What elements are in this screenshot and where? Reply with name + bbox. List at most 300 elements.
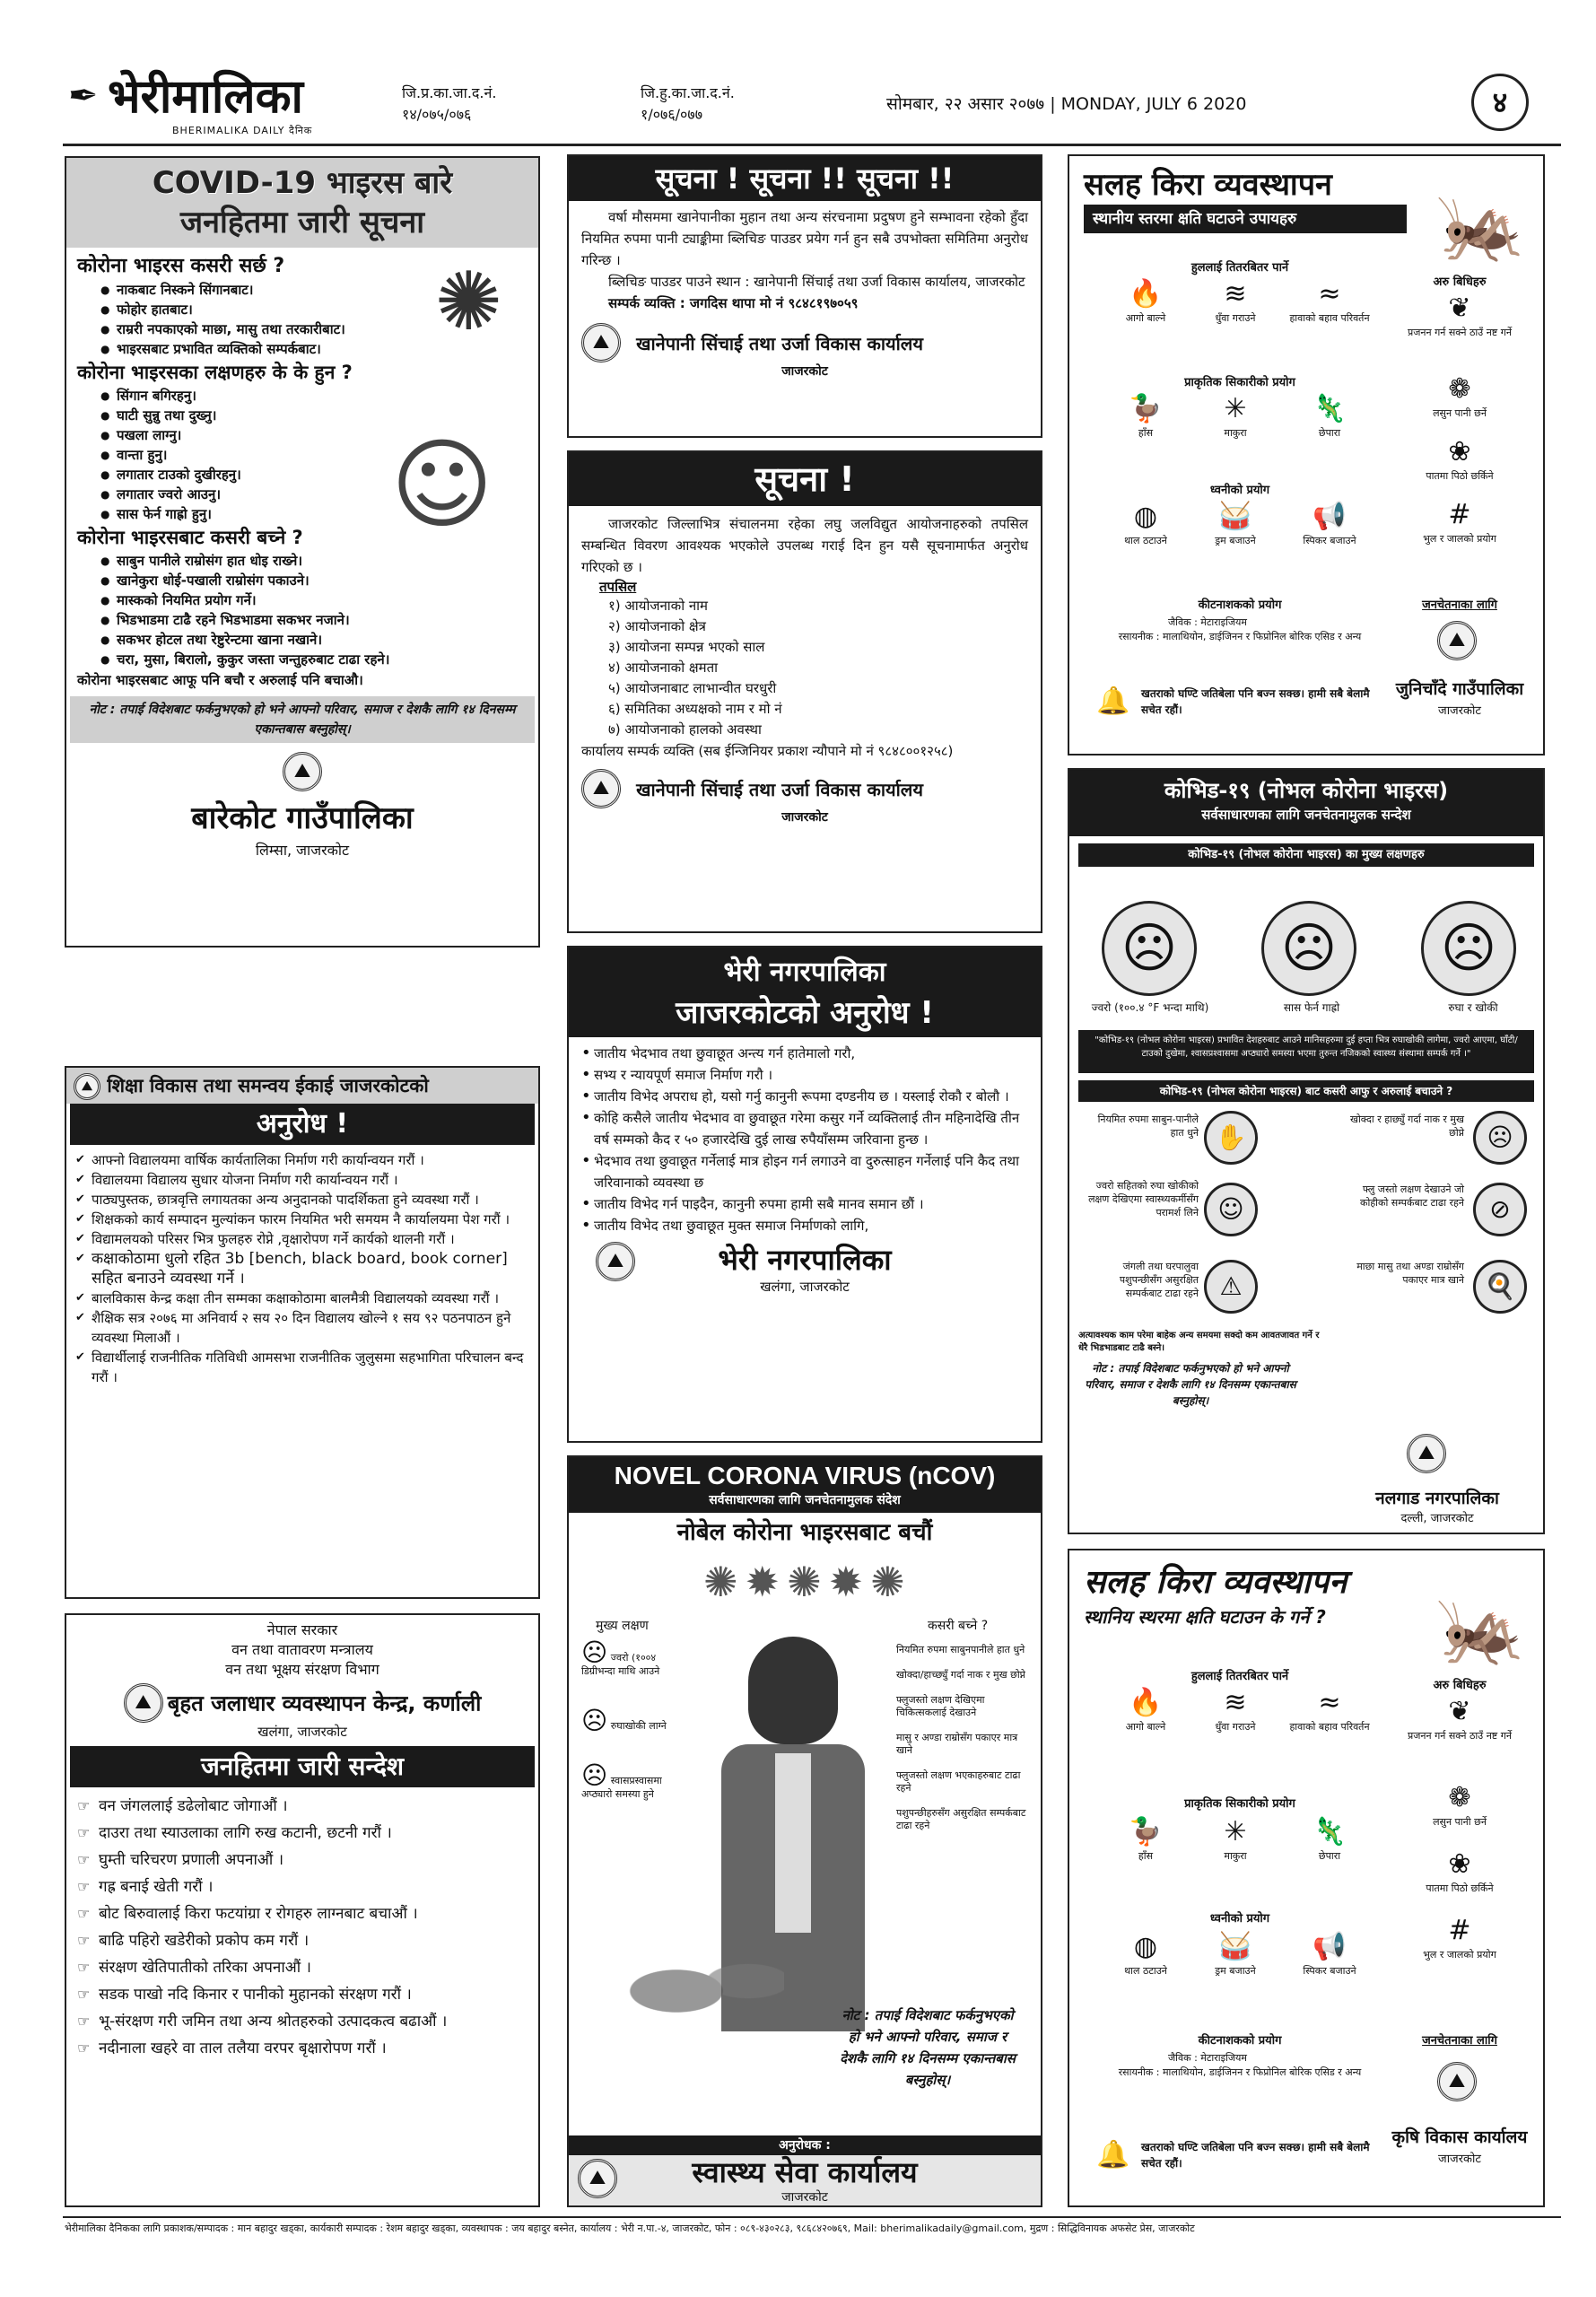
pest-label: लसुन पानी छर्ने xyxy=(1433,407,1487,419)
list-item: ● वान्ता हुनु। xyxy=(95,445,528,465)
list-item: ६) समितिका अध्यक्षको नाम र मो नं xyxy=(608,701,782,717)
list-item: ३) आयोजना सम्पन्न भएको साल xyxy=(608,639,765,655)
notice1-contact: सम्पर्क व्यक्ति : जगदिस थापा मो नं ९८४८१९७०५९ xyxy=(608,295,859,311)
list-item: ● लगातार टाउको दुखीरहनु। xyxy=(95,465,528,485)
pest-label: पातमा पिठो छर्किने xyxy=(1426,470,1494,482)
duck-icon: 🦆 xyxy=(1129,393,1163,424)
symptom-label: ज्वरो (१००.४ °F भन्दा माथि) xyxy=(1091,1001,1209,1014)
reg-number-1 xyxy=(402,83,581,126)
cough-icon: ☹ xyxy=(581,1706,608,1735)
list-item: ● पखला लाग्नु। xyxy=(95,425,528,445)
list-item: ● भाइरसबाट प्रभावित व्यक्तिको सम्पर्कबाट। xyxy=(95,339,528,359)
list-item: ☞ बोट बिरुवालाई किरा फटयांग्रा र रोगहरु लाग्नबाट बचाऔं । xyxy=(75,1900,529,1927)
pest-label: लसुन पानी छर्ने xyxy=(1433,1816,1487,1828)
speaker-icon-block xyxy=(1285,499,1374,547)
education-header xyxy=(66,1068,538,1104)
bheri-title-2: जाजरकोटको अनुरोध ! xyxy=(676,995,934,1031)
pest-chem-synthetic: रसायनीक : मालाथियोन, डाईजिनन र फिप्रोनिल बोरिक एसिड र अन्य xyxy=(1118,631,1362,642)
emblem-icon: ⛰ xyxy=(1407,1434,1446,1473)
list-item: ☞ दाउरा तथा स्याउलाका लागि रुख कटानी, छटनी गरौं । xyxy=(75,1820,529,1847)
list-item: ● लगातार ज्वरो आउनु। xyxy=(95,485,528,504)
list-item: ● सास फेर्न गाह्रो हुनु। xyxy=(95,504,528,524)
covid2-footnote: अत्यावश्यक काम परेमा बाहेक अन्य समयमा सक्दो कम आवतजावत गर्ने र धेरै भिडभाडबाट टाढै बस्ने। xyxy=(1078,1331,1320,1353)
duck-icon-block xyxy=(1105,391,1186,440)
consult-circle xyxy=(1204,1183,1258,1236)
thermometer-face-icon: ☹ xyxy=(1121,917,1178,980)
pest-chem-bio: जैविक : मेटाराइजियम xyxy=(1168,616,1247,628)
emblem-icon: ⛰ xyxy=(283,752,322,791)
list-item: ५) आयोजनाबाट लाभान्वीत घरधुरी xyxy=(608,680,777,696)
notice2-body: जाजरकोट जिल्लाभित्र संचालनमा रहेका लघु जलविद्युत आयोजनाहरुको तपसिल सम्बन्धित विवरण आवश्यक भएकोले उपलब्ध गराई दिन हुन यसै सूचनामार्फत अनुरोध गरिएको छ । xyxy=(581,516,1028,575)
smoke-icon: ≋ xyxy=(1224,1687,1247,1718)
emblem-icon: ⛰ xyxy=(596,1242,635,1281)
prevent-right-item: फ्लु जस्तो लक्षण देखाउने जो कोहीको सम्पर्कबाट टाढा रहने xyxy=(1360,1183,1464,1209)
list-item: ☞ बाढि पहिरो खडेरीको प्रकोप कम गरौं । xyxy=(75,1927,529,1954)
issue-date: सोमबार, २२ असार २०७७ | MONDAY, JULY 6 2020 xyxy=(886,94,1247,114)
cover-cough-circle xyxy=(1473,1111,1527,1165)
list-item: ☞ वन जंगललाई डढेलोबाट जोगाऔं । xyxy=(75,1793,529,1820)
duck-icon: 🦆 xyxy=(1129,1816,1163,1847)
pest-label: थाल ठटाउने xyxy=(1124,1965,1167,1977)
spider-icon-block xyxy=(1195,1814,1276,1863)
covid2-subtitle: सर्वसाधारणका लागि जनचेतनामुलक सन्देश xyxy=(1201,807,1411,823)
masked-man-icon: ☺ xyxy=(390,427,493,542)
list-item: २) आयोजनाको क्षेत्र xyxy=(608,618,706,634)
pest-label: प्रजनन गर्न सक्ने ठाउँ नष्ट गर्ने xyxy=(1407,327,1513,338)
list-item: • सभ्य र न्यायपूर्ण समाज निर्माण गरौ । xyxy=(580,1064,1030,1086)
net-icon-block xyxy=(1401,497,1518,546)
pest-label: पातमा पिठो छर्किने xyxy=(1426,1882,1494,1894)
doctor-icon: ☺ xyxy=(1217,1194,1244,1224)
masthead-logo xyxy=(65,70,334,138)
fever-icon: ☹ xyxy=(581,1638,608,1667)
pest-label: छेपारा xyxy=(1318,427,1341,439)
pest-section-pesticide: कीटनाशकको प्रयोग xyxy=(1198,598,1282,612)
list-item: ☞ घुम्ती चरिचरण प्रणाली अपनाऔं । xyxy=(75,1847,529,1873)
education-list xyxy=(66,1145,538,1393)
list-item: ✔ विद्यार्थीलाई राजनीतिक गतिविधी आमसभा राजनीतिक जुलुसमा सहभागिता परिचालन बन्द गरौं । xyxy=(74,1348,531,1387)
lizard-icon-block xyxy=(1285,1814,1374,1863)
flour-icon-block xyxy=(1401,1847,1518,1895)
plate-icon: ◍ xyxy=(1133,1931,1158,1962)
ncov-addr: जाजरकोट xyxy=(781,2190,828,2205)
covid2-addr: दल्ली, जाजरकोट xyxy=(1400,1512,1474,1525)
list-item: ● साबुन पानीले राम्रोसंग हात धोइ राख्ने। xyxy=(95,551,528,571)
emblem-icon: ⛰ xyxy=(581,323,621,362)
pest-label: माकुरा xyxy=(1224,1850,1247,1862)
fire-icon-block xyxy=(1105,276,1186,325)
watershed-list xyxy=(66,1791,538,2064)
list-item: ☞ भू-संरक्षण गरी जमिन तथा अन्य श्रोतहरुको उत्पादकत्व बढाऔं । xyxy=(75,2008,529,2035)
symptom-list xyxy=(77,386,528,524)
prevent-right-item: माछा मासु तथा अण्डा राम्रोसँग पकाएर मात्र खाने xyxy=(1356,1261,1464,1286)
smoke-icon-block xyxy=(1195,276,1276,325)
prevent-list xyxy=(77,551,528,669)
pest2-org: कृषि विकास कार्यालय xyxy=(1391,2127,1528,2147)
bheri-list xyxy=(569,1037,1041,1242)
list-item: मासु र अण्डा राम्रोसँग पकाएर मात्र खाने xyxy=(896,1732,1018,1756)
notice2-org: खानेपानी सिंचाई तथा उर्जा विकास कार्यालय xyxy=(636,778,923,800)
notice1-location: ब्लिचिङ पाउडर पाउने स्थान : खानेपानी सिंचाई तथा उर्जा विकास कार्यालय, जाजरकोट xyxy=(608,274,1025,290)
watershed-addr: खलंगा, जाजरकोट xyxy=(257,1724,347,1740)
virus-cluster-icon: ✺✹✺✹✺ xyxy=(703,1558,912,1606)
prevent-left-item: जंगली तथा घरपालुवा पशुपन्छीसँग असुरक्षित सम्पर्कबाट टाढा रहने xyxy=(1119,1261,1199,1299)
logo-sub: BHERIMALIKA DAILY दैनिक xyxy=(172,125,313,136)
pest-label: हावाको बहाव परिवर्तन xyxy=(1289,1721,1370,1733)
lizard-icon: 🦎 xyxy=(1313,1816,1347,1847)
covid-closing: कोरोना भाइरसबाट आफू पनि बचौ र अरुलाई पनि बचाऔ। xyxy=(77,672,363,688)
pest-label: हाँस xyxy=(1138,1850,1154,1862)
feather-icon: ✒ xyxy=(68,75,99,117)
notice2-contact: कार्यालय सम्पर्क व्यक्ति (सब ईन्जिनियर प्रकाश न्यौपाने मो नं ९८४८००१२५८) xyxy=(581,743,954,759)
list-item: ● घाटी सुन्नु तथा दुख्नु। xyxy=(95,406,528,425)
handwash-circle xyxy=(1204,1111,1258,1165)
pest2-addr: जाजरकोट xyxy=(1438,2153,1481,2166)
covid-org: बारेकोट गाउँपालिका xyxy=(191,800,414,836)
notice1-body: वर्षा मौसममा खानेपानीका मुहान तथा अन्य संरचनामा प्रदुषण हुने सम्भावना रहेको हुँदा नियमित रुपमा पानी ट्याङ्कीमा ब्लिचिङ पाउडर प्रयेग गर्न हुन सबै उपभोक्ता समितिमा अनुरोध गरिन्छ । xyxy=(581,209,1028,268)
plate-icon-block xyxy=(1105,1929,1186,1978)
list-item: ● खानेकुरा धोई-पखाली राम्रोसंग पकाउने। xyxy=(95,571,528,590)
ncov-requester-label: अनुरोधक : xyxy=(569,2135,1041,2155)
garlic-icon: ❁ xyxy=(1448,373,1471,405)
locust-icon: 🦗 xyxy=(1435,1586,1525,1670)
list-item: नियमित रुपमा साबुनपानीले हात धुने xyxy=(896,1644,1025,1655)
ncov-note: नोट : तपाई विदेशबाट फर्कनुभएको हो भने आफ्नो परिवार, समाज र देशकै लागि १४ दिनसम्म एकान्तबास बस्नुहोस्। xyxy=(840,2007,1016,2088)
list-item: १) आयोजनाको नाम xyxy=(608,598,709,614)
list-item: ७) आयोजनाको हालको अवस्था xyxy=(608,721,762,738)
smoke-icon: ≋ xyxy=(1224,278,1247,310)
plate-icon-block xyxy=(1105,499,1186,547)
watershed-title: जनहितमा जारी सन्देश xyxy=(70,1746,535,1787)
garlic-icon: ❁ xyxy=(1448,1782,1471,1813)
reg2-no: १/०७६/०७७ xyxy=(641,106,703,123)
food-icon: 🍳 xyxy=(1484,1271,1516,1301)
pest-org: जुनिचाँदे गाउँपालिका xyxy=(1395,679,1524,699)
ncov-subtitle: सर्वसाधारणका लागि जनचेतनामुलक संदेश xyxy=(709,1493,901,1507)
list-item: • जातीय विभेद गर्न पाइदैन, कानुनी रुपमा हामी सबै मानव समान छौं । xyxy=(580,1193,1030,1215)
smoke-icon-block xyxy=(1195,1685,1276,1734)
drum-icon-block xyxy=(1195,499,1276,547)
notice1-title: सूचना ! सूचना !! सूचना !! xyxy=(569,156,1041,201)
cook-food-circle xyxy=(1473,1260,1527,1314)
notice-bleaching xyxy=(567,154,1042,438)
speaker-icon-block xyxy=(1285,1929,1374,1978)
notice2-title: सूचना ! xyxy=(569,452,1041,506)
footer-rule xyxy=(63,2216,1561,2218)
pest-label: थाल ठटाउने xyxy=(1124,535,1167,546)
list-item: ● फोहोर हातबाट। xyxy=(95,300,528,319)
bheri-addr: खलंगा, जाजरकोट xyxy=(760,1279,850,1295)
breath-symptom-circle xyxy=(1261,901,1356,996)
pest-label: हावाको बहाव परिवर्तन xyxy=(1289,312,1370,324)
pest2-title: सलह किरा व्यवस्थापन xyxy=(1084,1564,1347,1601)
cover-mouth-icon: ☹ xyxy=(1487,1122,1513,1152)
notice2-list-title: तपसिल xyxy=(599,579,637,595)
drum-icon-block xyxy=(1195,1929,1276,1978)
covid2-title-text: कोभिड-१९ (नोभल कोरोना भाइरस) xyxy=(1164,778,1449,803)
leaf-icon: ❦ xyxy=(1448,1696,1471,1727)
watershed-org: बृहत जलाधार व्यवस्थापन केन्द्र, कर्णाली xyxy=(167,1690,482,1716)
bell-icon: 🔔 xyxy=(1096,2139,1130,2170)
handwash-icon: ✋ xyxy=(1215,1122,1247,1152)
locust-management-2 xyxy=(1068,1549,1545,2207)
pest2-section-other: अरु बिधिहरु xyxy=(1433,1679,1487,1692)
cough-symptom-circle xyxy=(1421,901,1516,996)
net-icon: # xyxy=(1448,1915,1471,1946)
fire-icon-block xyxy=(1105,1685,1186,1734)
flour-icon: ❀ xyxy=(1448,436,1471,467)
list-item: ✔ पाठ्यपुस्तक, छात्रवृत्ति लगायतका अन्य अनुदानको पादर्शिकता हुने व्यवस्था गरौं । xyxy=(74,1190,531,1210)
bell-icon: 🔔 xyxy=(1096,686,1130,717)
list-item: ☞ सडक पाखो नदि किनार र पानीको मुहानको संरक्षण गरौं । xyxy=(75,1981,529,2008)
masthead-rule xyxy=(63,144,1561,146)
symptom-label: रुघा र खोकी xyxy=(1448,1001,1498,1014)
pest-label: आगो बाल्ने xyxy=(1125,1721,1166,1733)
bheri-title xyxy=(569,948,1041,1037)
list-item: ✔ शैक्षिक सत्र २०७६ मा अनिवार्य २ सय २० दिन विद्यालय खोल्ने १ सय ९२ पठनपाठन हुने व्यवस्था मिलाऔं । xyxy=(74,1308,531,1348)
pest-section-disperse: हुललाई तितरबितर पार्ने xyxy=(1190,261,1289,275)
pest2-warning: खतराको घण्टि जतिबेला पनि बज्न सक्छ। हामी सबै बेलामै सचेत रहौं। xyxy=(1141,2141,1370,2170)
pest-warning: खतराको घण्टि जतिबेला पनि बज्न सक्छ। हामी सबै बेलामै सचेत रहौं। xyxy=(1141,687,1370,716)
list-item: ✔ विद्यामलयको परिसर भित्र फुलहरु रोप्ने ,वृक्षारोपण गर्ने कार्यको थालनी गरौं । xyxy=(74,1229,531,1249)
list-item: ● सिंगान बगिरहनु। xyxy=(95,386,528,406)
education-title: अनुरोध ! xyxy=(70,1104,535,1145)
page-number-text: ४ xyxy=(1492,85,1508,119)
list-item: रुघाखोकी लाग्ने xyxy=(610,1720,667,1732)
breeding-icon-block xyxy=(1401,291,1518,339)
ncov-poster xyxy=(567,1455,1042,2207)
pest-addr: जाजरकोट xyxy=(1438,704,1481,718)
breath-icon: ☹ xyxy=(581,1760,608,1790)
list-item: ✔ बालविकास केन्द्र कक्षा तीन सम्मका कक्षाकोठामा बालमैत्री विद्यालयको व्यवस्था गरौं । xyxy=(74,1288,531,1308)
covid-heading-spread: कोरोना भाइरस कसरी सर्छ ? xyxy=(77,255,285,277)
emblem-icon: ⛰ xyxy=(581,769,621,808)
emblem-icon: ⛰ xyxy=(74,1073,100,1100)
emblem-icon: ⛰ xyxy=(1437,621,1477,660)
covid2-title xyxy=(1069,770,1543,836)
world-map-icon xyxy=(605,1942,784,2040)
gov-line: नेपाल सरकार xyxy=(266,1621,338,1638)
gov-line: वन तथा भूक्षय संरक्षण विभाग xyxy=(225,1661,379,1678)
pest2-section-awareness: जनचेतनाका लागि xyxy=(1422,2034,1497,2048)
page-number xyxy=(1471,74,1529,131)
watershed-notice xyxy=(65,1613,540,2207)
reg1-no: १४/०७५/०७६ xyxy=(402,106,472,123)
covid2-prevent-head: कोभिड-१९ (नोभल कोरोना भाइरस) बाट कसरी आफु र अरुलाई बचाउने ? xyxy=(1078,1080,1534,1102)
prevent-left-item: नियमित रुपमा साबुन-पानीले हात धुने xyxy=(1097,1114,1199,1139)
list-item: खोक्दा/हाच्छ्युँ गर्दा नाक र मुख छोप्ने xyxy=(896,1669,1025,1681)
list-item: • जातीय भेदभाव तथा छुवाछूत अन्त्य गर्न हातेमालो गरौ, xyxy=(580,1043,1030,1064)
covid2-quote: "कोभिड-१९ (नोभल कोरोना भाइरस) प्रभावित देशहरुबाट आउने मानिसहरुमा दुई हप्ता भित्र रुघाखोकी लागेमा, ज्वरो आएमा, घाँटी/टाउको दुखेमा, श्वासप्रश्वासमा अप्ठ्यारो समस्या भएमा तुरुन्त नजिकको स्वास्थ्य संस्थामा सम्पर्क गर्ने ।" xyxy=(1078,1030,1534,1073)
drum-icon: 🥁 xyxy=(1218,1931,1252,1962)
symptom-label: सास फेर्न गाह्रो xyxy=(1283,1001,1340,1014)
wind-icon-block xyxy=(1285,276,1374,325)
ncov-headline: नोबेल कोरोना भाइरसबाट बचौं xyxy=(676,1519,933,1546)
covid2-symptom-head: कोभिड-१९ (नोभल कोरोना भाइरस) का मुख्य लक्षणहरु xyxy=(1078,843,1534,867)
covid19-awareness xyxy=(1068,768,1545,1534)
prevent-right-item: खोक्दा र हाछ्युँ गर्दा नाक र मुख छोप्ने xyxy=(1349,1114,1464,1139)
list-item: ✔ आफ्नो विद्यालयमा वार्षिक कार्यतालिका निर्माण गरी कार्यान्वयन गरौं । xyxy=(74,1150,531,1170)
list-item: स्वासप्रस्वासमा अप्ठ्यारो समस्या हुने xyxy=(581,1775,662,1800)
notice2-addr: जाजरकोट xyxy=(781,810,828,825)
pest-label: आगो बाल्ने xyxy=(1125,312,1166,324)
pest2-section-pesticide: कीटनाशकको प्रयोग xyxy=(1198,2034,1282,2048)
list-item: ● मास्कको नियमित प्रयोग गर्ने। xyxy=(95,590,528,610)
reg1-label: जि.प्र.का.जा.द.नं. xyxy=(402,84,497,101)
plate-icon: ◍ xyxy=(1133,501,1158,532)
pest-label: माकुरा xyxy=(1224,427,1247,439)
pest2-chem-synthetic: रसायनीक : मालाथियोन, डाईजिनन र फिप्रोनिल बोरिक एसिड र अन्य xyxy=(1118,2066,1362,2078)
list-item: पशुपन्छीहरुसँग असुरक्षित सम्पर्कबाट टाढा रहने xyxy=(896,1807,1026,1831)
speaker-icon: 📢 xyxy=(1313,1931,1347,1962)
pest-label: प्रजनन गर्न सक्ने ठाउँ नष्ट गर्ने xyxy=(1407,1730,1513,1742)
virus-icon: ✺ xyxy=(434,255,502,349)
spider-icon: ✳ xyxy=(1224,393,1247,424)
list-item: ● नाकबाट निस्कने सिंगानबाट। xyxy=(95,280,528,300)
spider-icon: ✳ xyxy=(1224,1816,1247,1847)
animal-icon: ⚠ xyxy=(1219,1271,1243,1301)
garlic-icon-block xyxy=(1401,1780,1518,1829)
notice1-org: खानेपानी सिंचाई तथा उर्जा विकास कार्यालय xyxy=(636,332,923,354)
pest-label: ड्रम बजाउने xyxy=(1215,1965,1256,1977)
wind-icon-block xyxy=(1285,1685,1374,1734)
flour-icon-block xyxy=(1401,434,1518,483)
list-item: ● भिडभाडमा टाढै रहने भिडभाडमा सकभर नजाने। xyxy=(95,610,528,630)
ncov-prevent-head: कसरी बच्ने ? xyxy=(928,1619,989,1633)
list-item: ● राम्ररी नपकाएको माछा, मासु तथा तरकारीबाट। xyxy=(95,319,528,339)
spread-list xyxy=(77,280,528,359)
bheri-title-1: भेरी नगरपालिका xyxy=(723,956,886,988)
gov-line: वन तथा वातावरण मन्त्रालय xyxy=(231,1641,373,1658)
list-item: ● चरा, मुसा, बिरालो, कुकुर जस्ता जन्तुहरुबाट टाढा रहने। xyxy=(95,650,528,669)
locust-management-1 xyxy=(1068,154,1545,755)
notice2-list xyxy=(581,596,1028,740)
ncov-title xyxy=(569,1457,1041,1513)
covid-heading-symptoms: कोरोना भाइरसका लक्षणहरु के के हुन ? xyxy=(77,362,353,383)
covid-note: नोट : तपाई विदेशबाट फर्कनुभएको हो भने आफ्नो परिवार, समाज र देशकै लागि १४ दिनसम्म एकान्तबास बस्नुहोस्। xyxy=(70,696,535,743)
list-item: फ्लुजस्तो लक्षण देखिएमा चिकित्सकलाई देखाउने xyxy=(896,1694,985,1718)
pest-label: धुँवा गराउने xyxy=(1215,1721,1256,1733)
pest2-section-disperse: हुललाई तितरबितर पार्ने xyxy=(1190,1670,1289,1683)
covid-title-2: जनहितमा जारी सूचना xyxy=(179,205,425,240)
pest-section-sound: ध्वनीको प्रयोग xyxy=(1209,484,1270,497)
list-item: ज्वरो (१००४ डिग्रीभन्दा माथि आउने xyxy=(581,1652,660,1677)
education-notice xyxy=(65,1066,540,1599)
garlic-icon-block xyxy=(1401,371,1518,420)
list-item: • कोहि कसैले जातीय भेदभाव वा छुवाछूत गरेमा कसुर गर्ने व्यक्तिलाई तीन महिनादेखि तीन वर्ष सम्मको कैद र ५० हजारदेखि दुई लाख रुपैयाँसम्म जरिवाना हुन्छ । xyxy=(580,1107,1030,1150)
net-icon: # xyxy=(1448,499,1471,530)
covid-title xyxy=(66,158,538,248)
ncov-title-text: NOVEL CORONA VIRUS (nCOV) xyxy=(614,1462,996,1489)
locust-icon: 🦗 xyxy=(1435,183,1525,266)
bheri-request xyxy=(567,946,1042,1443)
pest-label: भुल र जालको प्रयोग xyxy=(1423,533,1496,545)
pest-label: स्पिकर बजाउने xyxy=(1303,535,1356,546)
reg2-label: जि.हु.का.जा.द.नं. xyxy=(641,84,735,101)
lizard-icon: 🦎 xyxy=(1313,393,1347,424)
reg-number-2 xyxy=(641,83,820,126)
notice1-addr: जाजरकोट xyxy=(781,364,828,379)
wind-icon: ≈ xyxy=(1318,278,1341,310)
logo-text: भेरीमालिका xyxy=(108,69,303,124)
fire-icon: 🔥 xyxy=(1129,1687,1163,1718)
education-header-text: शिक्षा विकास तथा समन्वय ईकाई जाजरकोटको xyxy=(107,1075,429,1096)
pest2-section-sound: ध्वनीको प्रयोग xyxy=(1209,1912,1270,1926)
pest2-section-predator: प्राकृतिक सिकारीको प्रयोग xyxy=(1184,1797,1295,1811)
list-item: ☞ संरक्षण खेतिपातीको तरिका अपनाऔं । xyxy=(75,1954,529,1981)
wind-icon: ≈ xyxy=(1318,1687,1341,1718)
pest-label: स्पिकर बजाउने xyxy=(1303,1965,1356,1977)
list-item: ☞ नदीनाला खहरे वा ताल तलैया वरपर बृक्षारोपण गरौं । xyxy=(75,2035,529,2062)
list-item: ● सकभर होटल तथा रेष्टुरेन्टमा खाना नखाने। xyxy=(95,630,528,650)
list-item: फ्लुजस्तो लक्षण भएकाहरुबाट टाढा रहने xyxy=(896,1769,1021,1794)
list-item: • जातीय विभेद तथा छुवाछूत मुक्त समाज निर्माणको लागि, xyxy=(580,1215,1030,1236)
covid-notice xyxy=(65,156,540,948)
spider-icon-block xyxy=(1195,391,1276,440)
breeding-icon-block xyxy=(1401,1694,1518,1742)
bheri-org: भेरी नगरपालिका xyxy=(718,1243,892,1277)
pest-subtitle: स्थानीय स्तरमा क्षति घटाउने उपायहरु xyxy=(1084,205,1407,233)
animal-circle xyxy=(1204,1260,1258,1314)
list-item: ✔ कक्षाकोठामा धुलो रहित 3b [bench, black board, book corner] सहित बनाउने व्यवस्था गर्ने । xyxy=(74,1249,531,1288)
covid-org-addr: लिम्सा, जाजरकोट xyxy=(255,842,350,859)
list-item: ✔ विद्यालयमा विद्यालय सुधार योजना निर्माण गरी कार्यान्वयन गरौं । xyxy=(74,1170,531,1190)
fever-symptom-circle xyxy=(1102,901,1197,996)
pest-label: हाँस xyxy=(1138,427,1154,439)
flour-icon: ❀ xyxy=(1448,1848,1471,1880)
notice-hydro xyxy=(567,450,1042,933)
pest2-chem-bio: जैविक : मेटाराइजियम xyxy=(1168,2052,1247,2064)
lizard-icon-block xyxy=(1285,391,1374,440)
pest-label: भुल र जालको प्रयोग xyxy=(1423,1949,1496,1961)
leaf-icon: ❦ xyxy=(1448,293,1471,324)
cough-face-icon: ☹ xyxy=(1440,917,1497,980)
breathless-face-icon: ☹ xyxy=(1280,917,1338,980)
avoid-icon: ⊘ xyxy=(1489,1194,1511,1224)
ncov-org: स्वास्थ्य सेवा कार्यालय xyxy=(692,2155,918,2189)
net-icon-block xyxy=(1401,1913,1518,1961)
list-item: ✔ शिक्षकको कार्य सम्पादन मुल्यांकन फारम नियमित भरी समयम नै कार्यालयमा पेश गरौं । xyxy=(74,1210,531,1229)
duck-icon-block xyxy=(1105,1814,1186,1863)
emblem-icon: ⛰ xyxy=(1437,2062,1477,2101)
list-item: • भेदभाव तथा छुवाछूत गर्नेलाई मात्र होइन गर्न लगाउने वा दुरुत्साहन गर्नेलाई पनि कैद तथा जरिवानाको व्यवस्था छ xyxy=(580,1150,1030,1193)
covid-heading-prevent: कोरोना भाइरसबाट कसरी बच्ने ? xyxy=(77,527,303,548)
speaker-icon: 📢 xyxy=(1313,501,1347,532)
pest-label: ड्रम बजाउने xyxy=(1215,535,1256,546)
pest-label: छेपारा xyxy=(1318,1850,1341,1862)
avoid-contact-circle xyxy=(1473,1183,1527,1236)
emblem-icon: ⛰ xyxy=(578,2159,617,2198)
pest-title: सलह किरा व्यवस्थापन xyxy=(1084,167,1332,203)
list-item: ☞ गह्र बनाई खेती गरौं । xyxy=(75,1873,529,1900)
list-item: ४) आयोजनाको क्षमता xyxy=(608,659,719,676)
prevent-left-item: ज्वरो सहितको रुघा खोकीको लक्षण देखिएमा स्वास्थ्यकर्मीसँग परामर्श लिने xyxy=(1088,1180,1199,1218)
pest-label: धुँवा गराउने xyxy=(1215,312,1256,324)
covid2-note: नोट : तपाई विदेशबाट फर्कनुभएको हो भने आफ्नो परिवार, समाज र देशकै लागि १४ दिनसम्म एकान्तबास बस्नुहोस्। xyxy=(1085,1362,1296,1407)
pest2-subtitle: स्थानिय स्थरमा क्षति घटाउन के गर्ने ? xyxy=(1084,1606,1326,1628)
ncov-symptoms-head: मुख्य लक्षण xyxy=(596,1619,649,1633)
emblem-icon: ⛰ xyxy=(124,1683,163,1723)
drum-icon: 🥁 xyxy=(1218,501,1252,532)
covid-title-1: COVID-19 भाइरस बारे xyxy=(152,165,453,201)
pest-section-other: अरु बिधिहरु xyxy=(1433,275,1487,289)
pest-section-awareness: जनचेतनाका लागि xyxy=(1422,598,1497,612)
imprint-line: भेरीमालिका दैनिकका लागि प्रकाशक/सम्पादक : मान बहादुर खड्का, कार्यकारी सम्पादक : रेशम बहादुर खड्का, व्यवस्थापक : जय बहादुर बस्नेत, कार्यालय : भेरी न.पा.-४, जाजरकोट, फोन : ०८९-४३०२८३, ९८६८४२०७६९, Mail: bherimalikadaily@gmail.com, मुद्रण : सिद्धिविनायक अफसेट प्रेस, जाजरकोट xyxy=(65,2223,1195,2234)
covid2-org: नलगाड नगरपालिका xyxy=(1375,1489,1499,1508)
pest-section-predator: प्राकृतिक सिकारीको प्रयोग xyxy=(1184,376,1295,389)
list-item: • जातीय विभेद अपराध हो, यसो गर्नु कानुनी रूपमा दण्डनीय छ । यस्लाई रोकौ र बोलौ । xyxy=(580,1086,1030,1107)
fire-icon: 🔥 xyxy=(1129,278,1163,310)
